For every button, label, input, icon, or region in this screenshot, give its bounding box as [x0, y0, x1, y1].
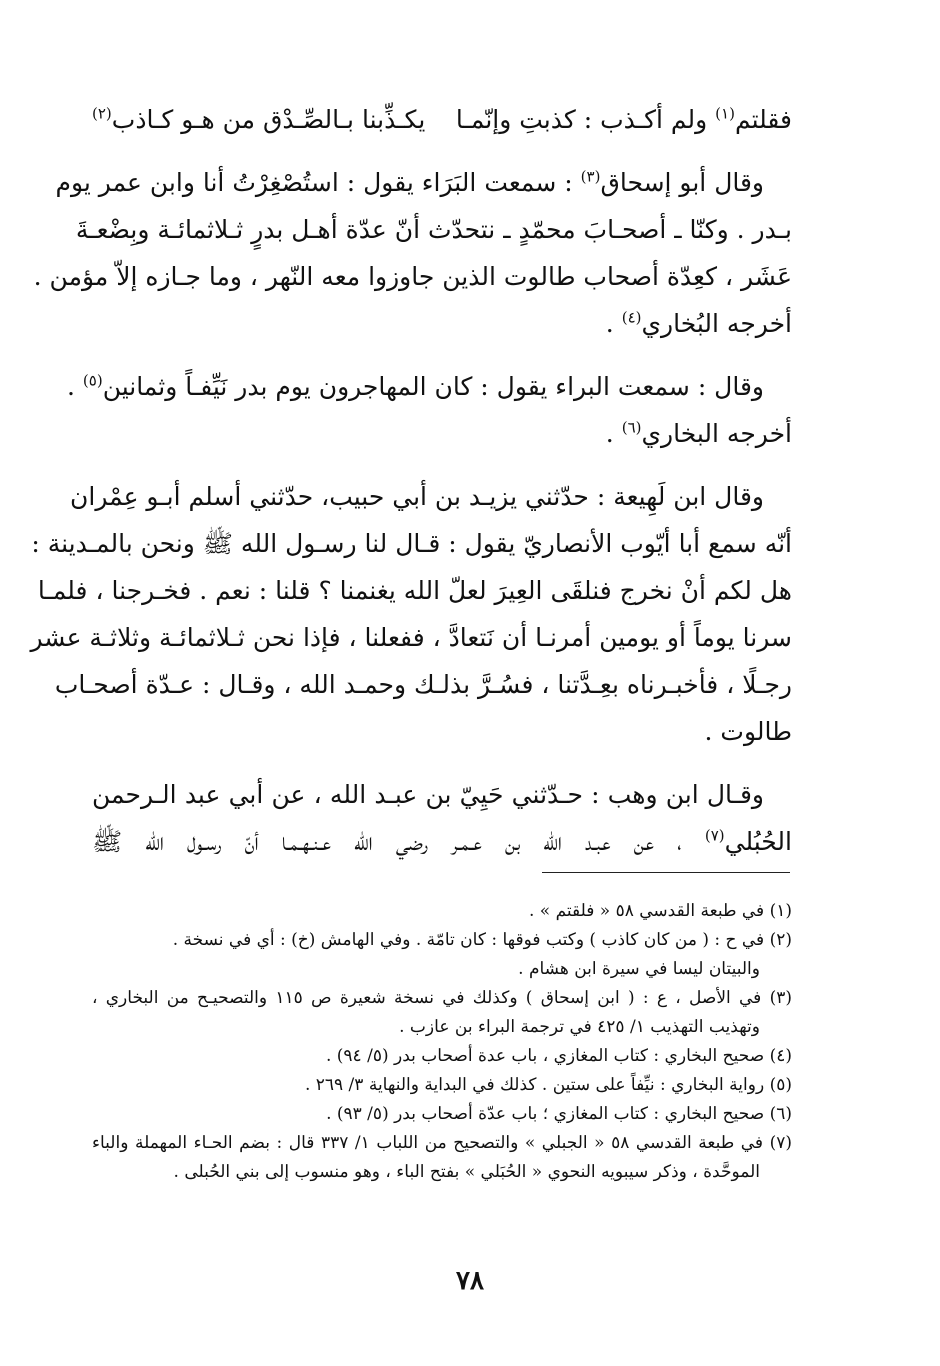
footnote-ref-3[interactable]: (٣) [580, 167, 601, 186]
verse-second-hemistich [92, 96, 425, 143]
footnote-1: (١) في طبعة القدسي ٥٨ « فلقتم » . [528, 901, 792, 921]
text-line [67, 363, 792, 410]
paragraph-gap [92, 755, 792, 771]
text-line: سرنا يوماً أو يومين أمرنـا أن نَتعادَّ ، ففعلنا ، فإذا نحن ثـلاثمائـة وثلاثـة عشر [30, 623, 792, 652]
text-line: رجـلًا ، فأخبـرناه بعِـدَّتنا ، فسُـرَّ بذلـك وحمـد الله ، وقـال : عـدّة أصحـاب [54, 670, 792, 699]
footnote-2-continued: والبيتان ليسا في سيرة ابن هشام . [518, 959, 760, 979]
text-run: أخرجه البُخاري [641, 309, 792, 338]
verse-first-hemistich [456, 96, 792, 143]
paragraph-4 [92, 771, 792, 865]
paragraph-2 [67, 363, 792, 457]
text-line: وقـال ابن وهب : حـدّثني حَيِيّ بن عبـد الله ، عن أبي عبد الـرحمن [92, 780, 764, 809]
footnote-ref-7[interactable]: (٧) [704, 826, 725, 845]
text-run: أخرجه البخاري [641, 419, 792, 448]
text-line: هل لكم أنْ نخرج فنلقَى العِيرَ لعلّ الله يغنمنا ؟ قلنا : نعم . فخـرجنا ، فلمـا [37, 576, 792, 605]
paragraph-gap [92, 143, 792, 159]
footnote-2: (٢) في ح : ( من كان كاذب ) وكتب فوقها : كان تامّة . وفي الهامش (خ) : أي في نسخة . [172, 930, 792, 950]
footnote-ref-6[interactable]: (٦) [621, 418, 642, 437]
text-line: وقال ابن لَهِيعة : حدّثني يزيـد بن أبي حبيب، حدّثني أسلم أبـو عِمْران [70, 482, 764, 511]
footnote-ref-1[interactable]: (١) [715, 104, 735, 123]
text-line [92, 818, 792, 865]
text-line: عَشَر ، كعِدّة أصحاب طالوت الذين جاوزوا معه النّهر ، وما جـازه إلاّ مؤمن . [33, 262, 792, 291]
text-line [92, 410, 792, 457]
footnote-ref-5[interactable]: (٥) [82, 371, 103, 390]
text-run: . [67, 372, 75, 401]
footnote-7: (٧) في طبعة القدسي ٥٨ « الجبلي » والتصحيح من اللباب ١/ ٣٣٧ قال : بضم الحـاء المهملة والباء [92, 1133, 793, 1153]
footnote-7-continued: الموحَّدة ، وذكر سيبويه النحوي « الحُبَلي » بفتح الباء ، وهو منسوب إلى بني الحُبلى . [173, 1162, 760, 1182]
text-line [55, 159, 792, 206]
footnote-separator [542, 872, 790, 873]
paragraph-gap [92, 457, 792, 473]
text-run: الحُبُلي [724, 827, 792, 856]
text-run: وقال : سمعت البراء يقول : كان المهاجرون يوم بدر نَيِّفـاً وثمانين [102, 372, 764, 401]
text-run: ، عن عبـد الله بن عـمـر رضي الله عـنـهـمـا أنّ رسـول الله ﷺ [92, 827, 682, 856]
page-number: ٧٨ [456, 1266, 484, 1296]
text-line: طالوت . [704, 717, 792, 746]
footnote-ref-4[interactable]: (٤) [621, 308, 642, 327]
footnotes [92, 897, 792, 1187]
paragraph-1 [33, 159, 792, 347]
page-body [30, 96, 792, 865]
text-run: : سمعت البَرَاء يقول : استُصْغِرْتُ أنا وابن عمر يوم [55, 168, 573, 197]
footnote-6: (٦) صحيح البخاري : كتاب المغازي ؛ باب عدّة أصحاب بدر (٥/ ٩٣) . [326, 1104, 792, 1124]
paragraph-3 [30, 473, 792, 755]
verse-first-rest: ولم أكـذب : كذبتِ وإنّمـا [455, 105, 708, 134]
paragraph-gap [92, 347, 792, 363]
text-line [92, 300, 792, 347]
text-run: وقال أبو إسحاق [600, 168, 764, 197]
footnote-4: (٤) صحيح البخاري : كتاب المغازي ، باب عدة أصحاب بدر (٥/ ٩٤) . [325, 1046, 792, 1066]
text-line: بـدر . وكنّا ـ أصحـابَ محمّدٍ ـ نتحدّث أنّ عدّة أهـل بدرٍ ثـلاثمائـة وبِضْعـةَ [75, 215, 792, 244]
footnote-ref-2[interactable]: (٢) [92, 104, 112, 123]
text-run: . [605, 419, 614, 448]
poetry-verse [92, 96, 792, 143]
verse-second-text: يكـذِّبنا بـالصِّـدْق من هـو كـاذب [111, 105, 426, 134]
footnote-5: (٥) رواية البخاري : نيِّفاً على ستين . كذلك في البداية والنهاية ٣/ ٢٦٩ . [304, 1075, 792, 1095]
verse-word: فقلتم [734, 105, 792, 134]
footnote-3: (٣) في الأصل ، ع : ( ابن إسحاق ) وكذلك في نسخة شعيرة ص ١١٥ والتصحيـح من البخاري ، [92, 988, 792, 1008]
footnote-3-continued: وتهذيب التهذيب ١/ ٤٢٥ في ترجمة البراء بن عازب . [399, 1017, 760, 1037]
text-line: أنّه سمع أبا أيّوب الأنصاريّ يقول : قـال لنا رسـول الله ﷺ ونحن بالمـدينة : [31, 529, 792, 558]
text-run: . [605, 309, 614, 338]
